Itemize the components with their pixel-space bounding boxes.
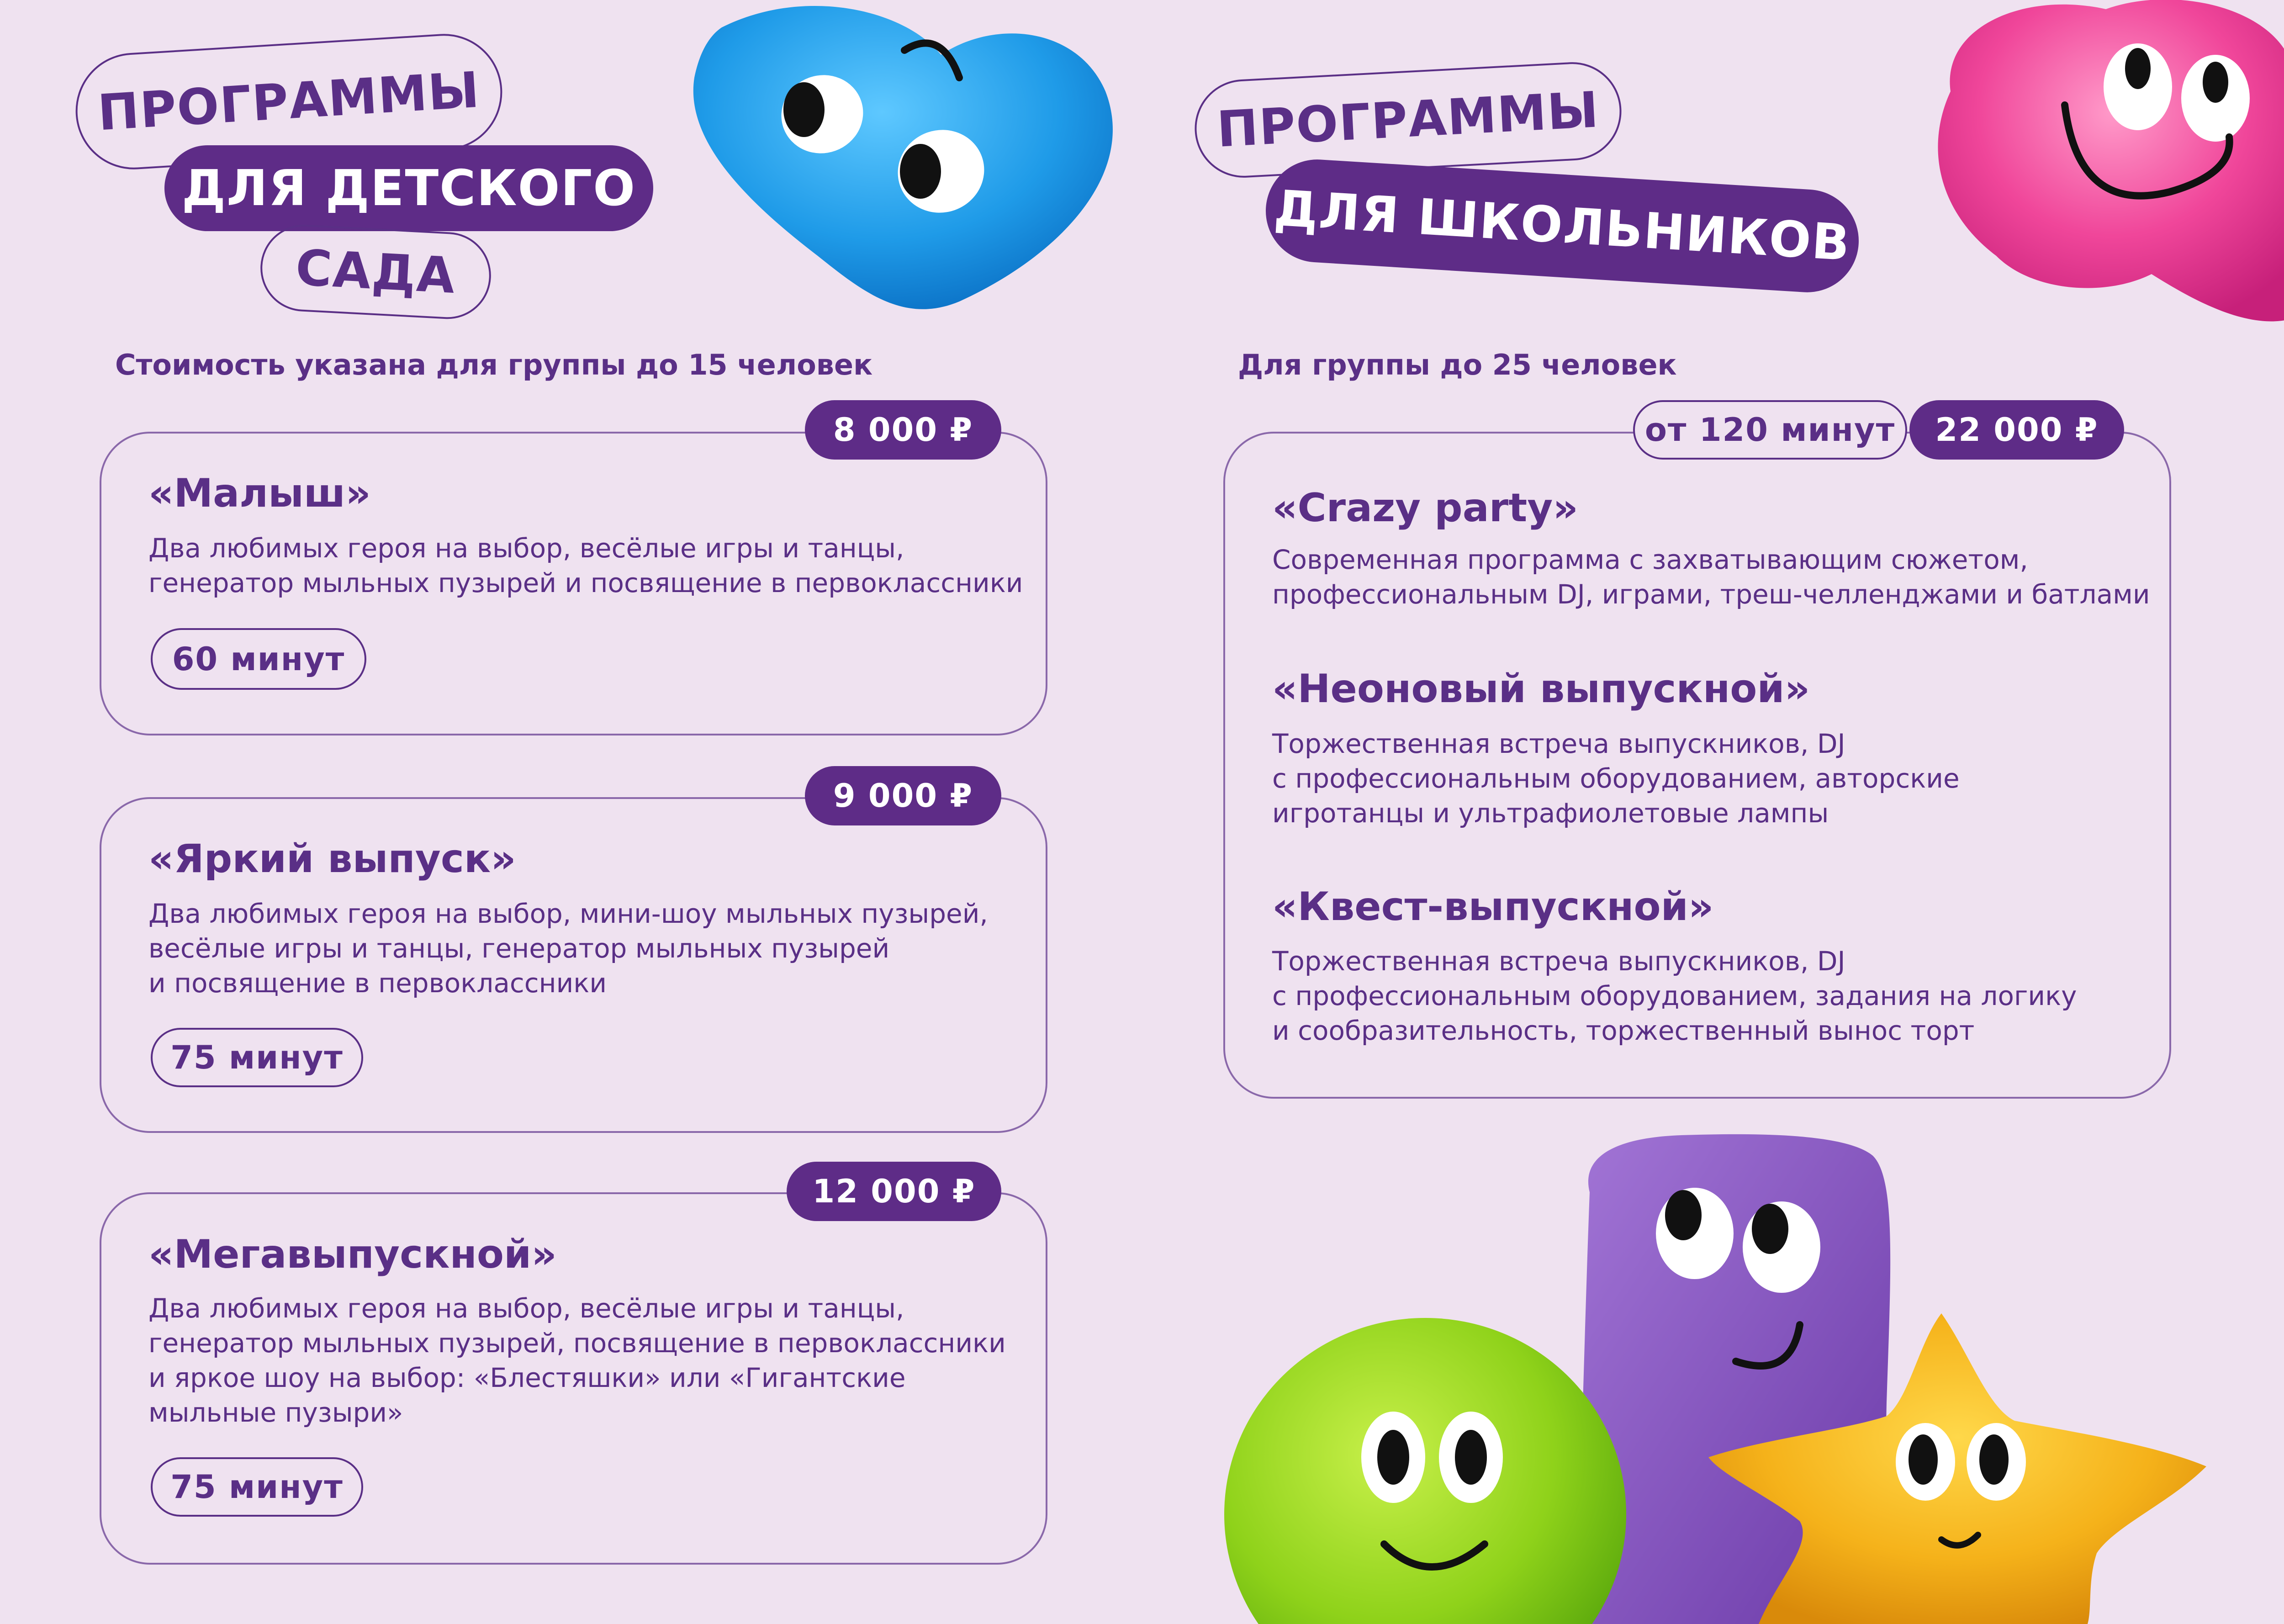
green-ball-mascot: [1224, 1307, 1635, 1624]
program-description: Два любимых героя на выбор, мини-шоу мыльных пузырей, весёлые игры и танцы, генератор мыльных пузырей и посвящение в первоклассники: [148, 898, 988, 999]
program-description: Два любимых героя на выбор, весёлые игры и танцы, генератор мыльных пузырей, посвящение в первоклассники и яркое шоу на выбор: «Блестяшки» или «Гигантские мыльные пузыри»: [148, 1293, 1006, 1428]
school-duration-badge: от 120 минут: [1633, 400, 1907, 460]
program-description: Два любимых героя на выбор, весёлые игры и танцы, генератор мыльных пузырей и посвящение в первоклассники: [148, 533, 1023, 598]
school-price-badge: 22 000 ₽: [1909, 400, 2124, 460]
pink-cloud-mascot: [1914, 0, 2284, 329]
duration-badge: 75 минут: [151, 1028, 363, 1087]
program-title: «Crazy party»: [1272, 485, 1578, 531]
duration-badge: 75 минут: [151, 1457, 363, 1517]
program-title: «Мегавыпускной»: [148, 1232, 557, 1277]
program-title: «Яркий выпуск»: [148, 836, 516, 882]
school-heading-line-1: ПРОГРАММЫ: [1192, 60, 1624, 180]
kindergarten-heading-line-3: САДА: [258, 222, 493, 321]
yellow-star-mascot: [1695, 1307, 2243, 1624]
program-title: «Квест-выпускной»: [1272, 884, 1714, 930]
price-badge: 8 000 ₽: [805, 400, 1001, 460]
program-title: «Неоновый выпускной»: [1272, 666, 1810, 712]
program-description: Современная программа с захватывающим сюжетом, профессиональным DJ, играми, треш-челленджами и батлами: [1272, 544, 2150, 610]
school-note: Для группы до 25 человек: [1238, 348, 1677, 381]
school-heading-line-2: ДЛЯ ШКОЛЬНИКОВ: [1263, 157, 1861, 296]
price-badge: 12 000 ₽: [787, 1162, 1001, 1221]
kindergarten-heading-line-2: ДЛЯ ДЕТСКОГО: [164, 145, 653, 231]
program-description: Торжественная встреча выпускников, DJ с профессиональным оборудованием, задания на логику и сообразительность, торжественный вынос торт: [1272, 946, 2077, 1046]
blue-heart-mascot: [667, 0, 1142, 329]
program-title: «Малыш»: [148, 471, 371, 516]
price-badge: 9 000 ₽: [805, 766, 1001, 825]
kindergarten-heading-line-1: ПРОГРАММЫ: [72, 31, 506, 173]
program-description: Торжественная встреча выпускников, DJ с профессиональным оборудованием, авторские игротанцы и ультрафиолетовые лампы: [1272, 728, 1960, 829]
duration-badge: 60 минут: [151, 628, 366, 690]
kindergarten-note: Стоимость указана для группы до 15 человек: [115, 348, 873, 381]
